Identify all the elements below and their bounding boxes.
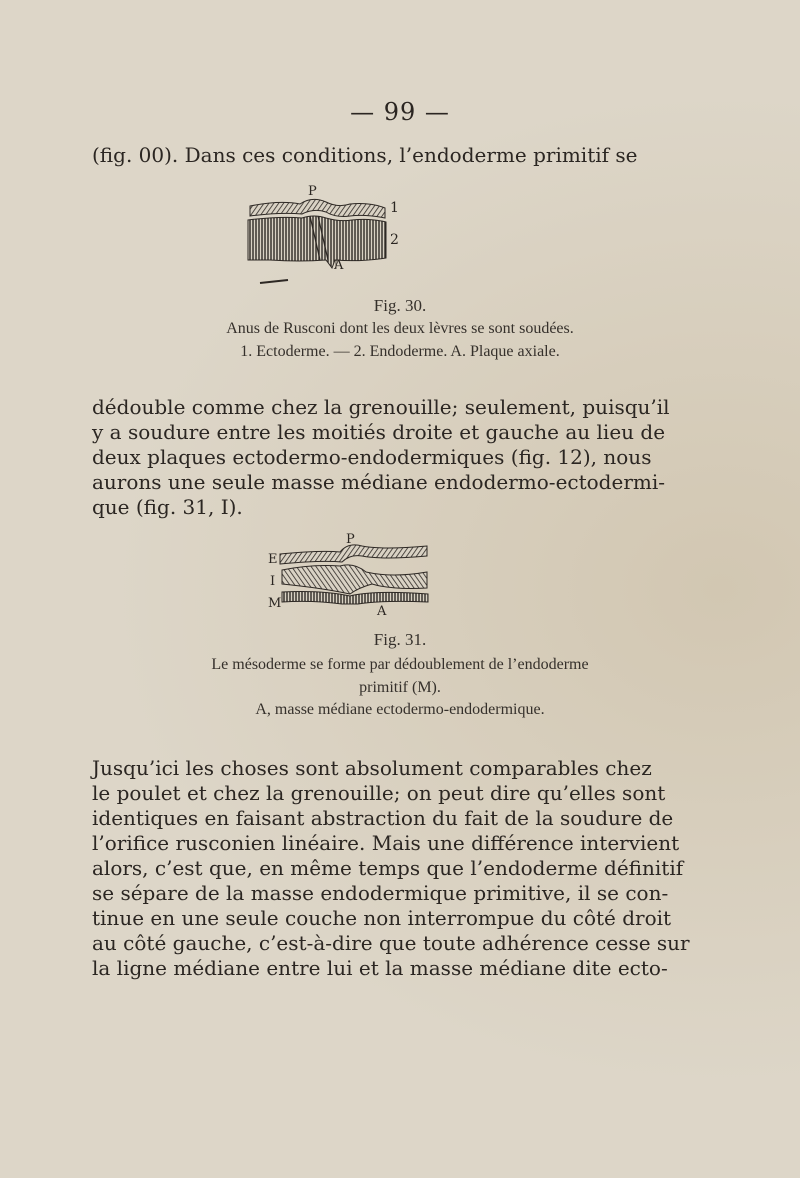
text-line: l’orifice rusconien linéaire. Mais une différence intervient <box>92 831 680 855</box>
text-line: dédouble comme chez la grenouille; seulement, puisqu’il <box>92 395 670 419</box>
figure-30-caption-title: Fig. 30. <box>373 296 427 315</box>
figure-31-label-a: A <box>377 604 387 619</box>
figure-31-label-p: P <box>346 532 355 547</box>
figure-31-label-m: M <box>268 596 282 611</box>
text-line: identiques en faisant abstraction du fait de la soudure de <box>92 806 674 830</box>
text-line: tinue en une seule couche non interrompue du côté droit <box>92 906 672 930</box>
text-line: Jusqu’ici les choses sont absolument comparables chez <box>92 756 652 780</box>
figure-31-caption-line: A, masse médiane ectodermo-endodermique. <box>255 701 545 718</box>
figure-30-illustration <box>240 188 410 293</box>
text-line: la ligne médiane entre lui et la masse médiane dite ecto- <box>92 956 668 980</box>
figure-30-label-2: 2 <box>390 232 399 248</box>
figure-30-caption-line: 1. Ectoderme. — 2. Endoderme. A. Plaque axiale. <box>240 343 560 360</box>
text-line: le poulet et chez la grenouille; on peut dire qu’elles sont <box>92 781 666 805</box>
text-line: au côté gauche, c’est-à-dire que toute adhérence cesse sur <box>92 931 690 955</box>
figure-30-label-p: P <box>308 184 317 199</box>
figure-30-label-1: 1 <box>390 200 399 216</box>
text-line: alors, c’est que, en même temps que l’endoderme définitif <box>92 856 684 880</box>
text-line: que (fig. 31, I). <box>92 495 243 519</box>
figure-31-caption-title: Fig. 31. <box>373 630 427 649</box>
figure-31-caption-line: Le mésoderme se forme par dédoublement de l’endoderme <box>211 656 589 673</box>
figure-30 <box>240 184 410 293</box>
figure-30-label-a: A <box>334 258 344 273</box>
figure-31-label-i: I <box>270 574 276 589</box>
text-line: y a soudure entre les moitiés droite et gauche au lieu de <box>92 420 666 444</box>
page-number: — 99 — <box>350 98 450 126</box>
text-line: se sépare de la masse endodermique primitive, il se con- <box>92 881 669 905</box>
text-line: (fig. 00). Dans ces conditions, l’endoderme primitif se <box>92 143 638 167</box>
figure-31-caption-line: primitif (M). <box>359 679 441 696</box>
figure-31-label-e: E <box>268 552 278 567</box>
figure-31 <box>262 532 442 622</box>
figure-30-caption-line: Anus de Rusconi dont les deux lèvres se sont soudées. <box>226 320 574 337</box>
text-line: aurons une seule masse médiane endodermo-ectodermi- <box>92 470 665 494</box>
text-line: deux plaques ectodermo-endodermiques (fig. 12), nous <box>92 445 652 469</box>
